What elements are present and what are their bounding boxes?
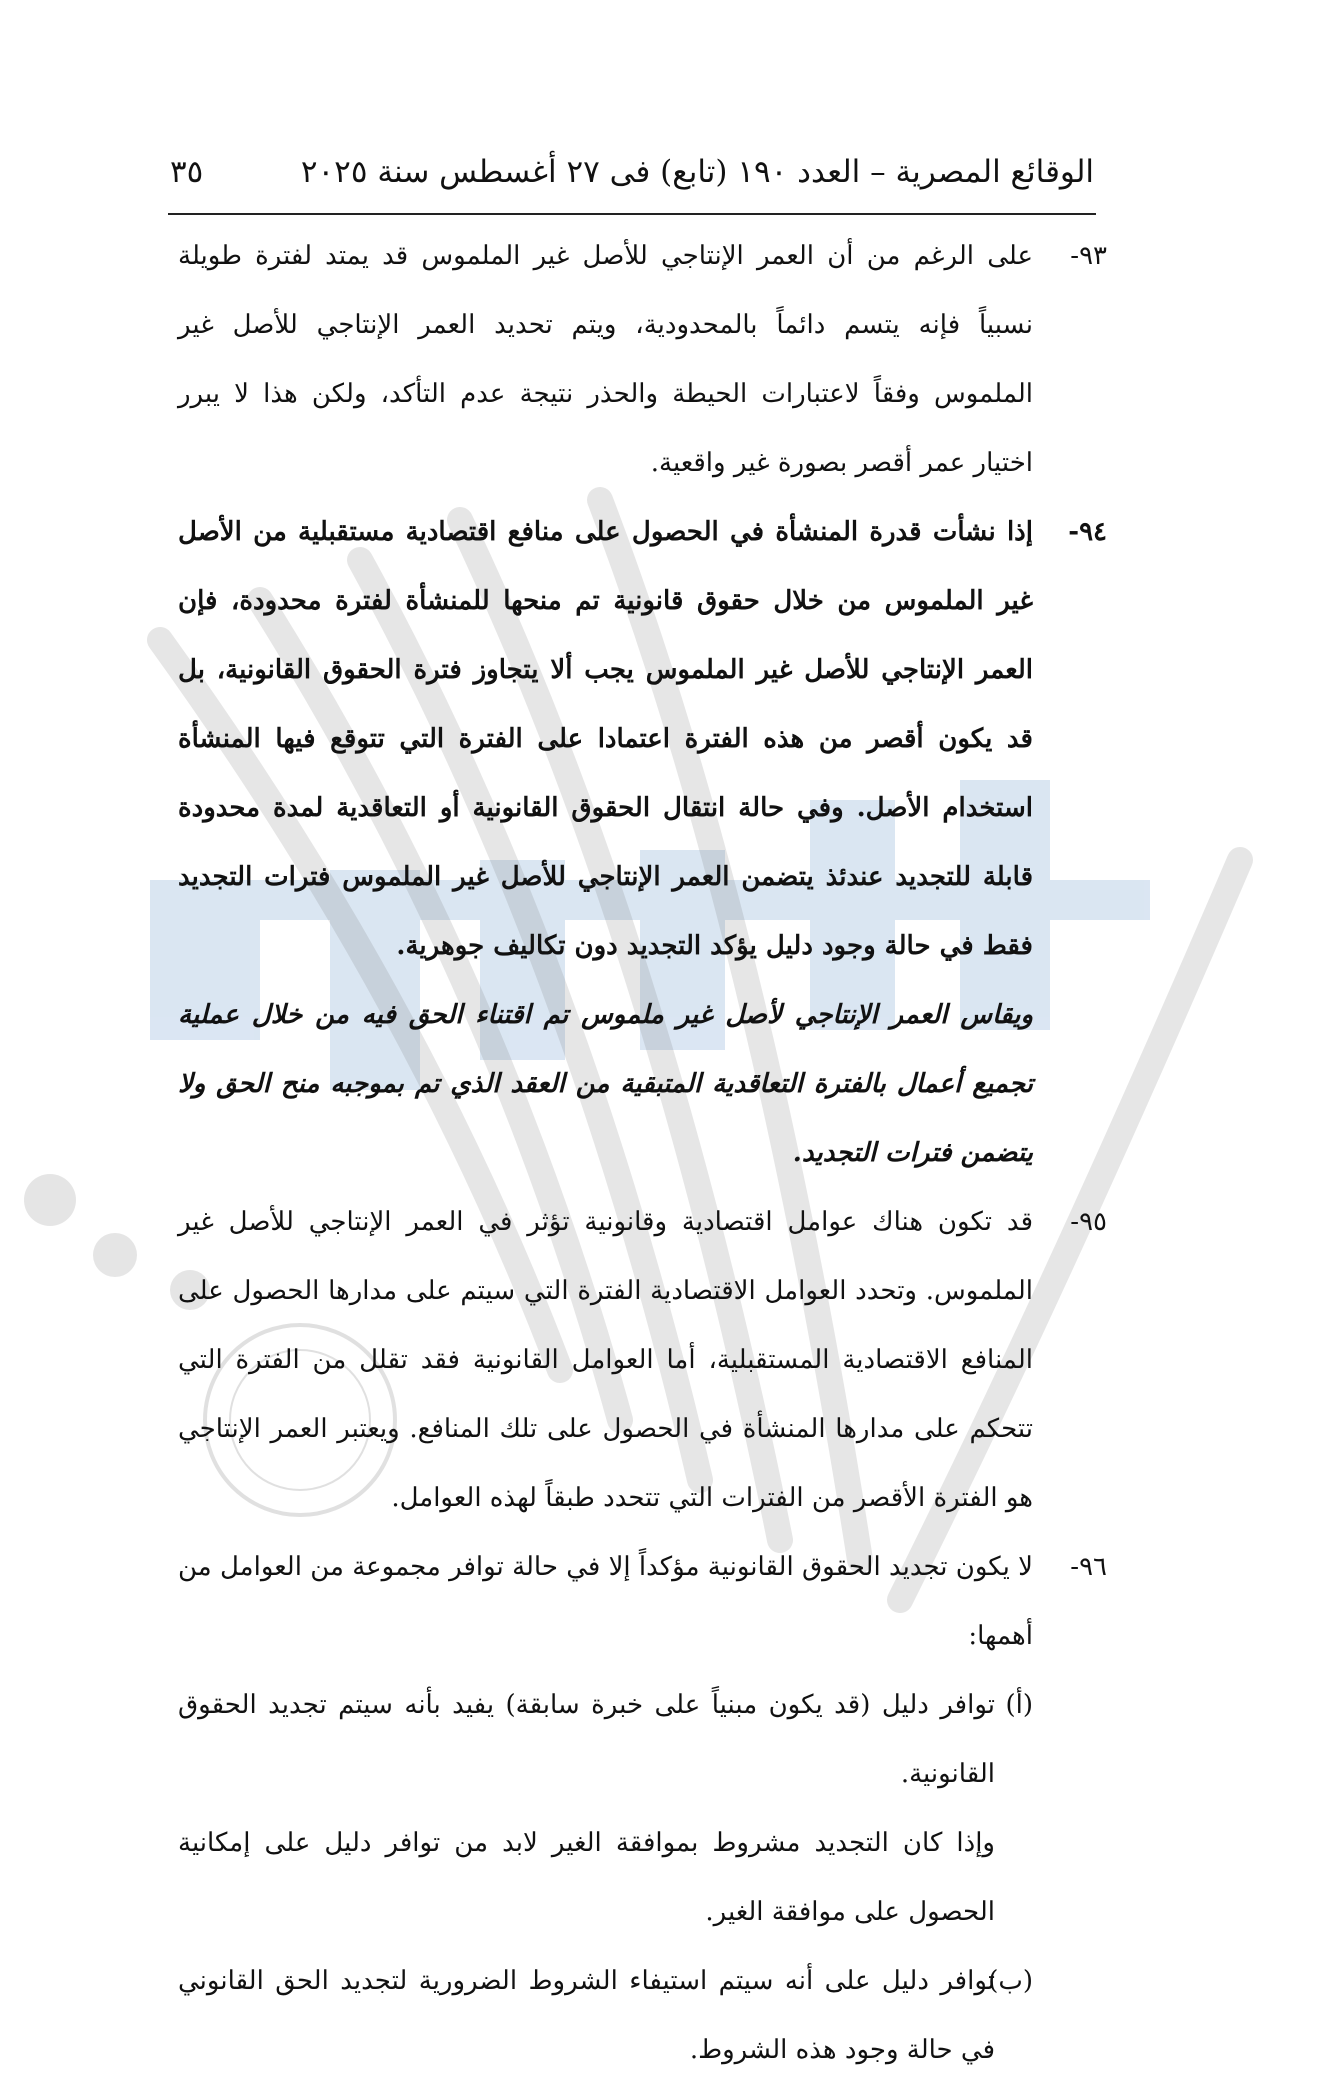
paragraph-94 [178, 498, 1107, 981]
paragraph-95 [178, 1188, 1107, 1533]
watermark-dot-2 [93, 1233, 137, 1277]
sub-item-text: توافر دليل (قد يكون مبنياً على خبرة سابقة) يفيد بأنه سيتم تجديد الحقوق القانونية. [178, 1690, 995, 1789]
sub-item-text: توافر دليل على أنه سيتم استيفاء الشروط الضرورية لتجديد الحق القانوني في حالة وجود هذه الشروط. [178, 1966, 995, 2065]
paragraph-number: ٩٤- [1068, 517, 1107, 547]
paragraph-number: ٩٥- [1070, 1207, 1107, 1237]
page-number: ٣٥ [170, 154, 204, 190]
header-title: الوقائع المصرية – العدد ١٩٠ (تابع) فى ٢٧ أغسطس سنة ٢٠٢٥ [300, 154, 1094, 190]
sub-item-a [178, 1671, 1107, 1809]
document-body [178, 222, 1107, 2085]
paragraph-text: على الرغم من أن العمر الإنتاجي للأصل غير الملموس قد يمتد لفترة طويلة نسبياً فإنه يتسم دائماً بالمحدودية، ويتم تحديد العمر الإنتاجي للأصل غير الملموس وفقاً لاعتبارات الحيطة والحذر نتيجة عدم التأكد، ولكن هذا لا يبرر اختيار عمر أقصر بصورة غير واقعية. [178, 241, 1034, 478]
sub-item-b [178, 1947, 1107, 2085]
paragraph-number: ٩٦- [1070, 1552, 1107, 1582]
paragraph-93 [178, 222, 1107, 498]
paragraph-number: ٩٣- [1070, 241, 1107, 271]
paragraph-text: قد تكون هناك عوامل اقتصادية وقانونية تؤثر في العمر الإنتاجي للأصل غير الملموس. وتحدد العوامل الاقتصادية الفترة التي سيتم على مدارها الحصول على المنافع الاقتصادية المستقبلية، أما العوامل القانونية فقد تقلل من الفترة التي تتحكم على مدارها المنشأة في الحصول على تلك المنافع. ويعتبر العمر الإنتاجي هو الفترة الأقصر من الفترات التي تتحدد طبقاً لهذه العوامل. [178, 1207, 1033, 1513]
header-rule [168, 213, 1096, 215]
paragraph-96 [178, 1533, 1107, 1671]
page-header [170, 148, 1094, 196]
sub-item-a-continued: وإذا كان التجديد مشروط بموافقة الغير لابد من توافر دليل على إمكانية الحصول على موافقة الغير. [178, 1828, 995, 1927]
paragraph-text: إذا نشأت قدرة المنشأة في الحصول على منافع اقتصادية مستقبلية من الأصل غير الملموس من خلال حقوق قانونية تم منحها للمنشأة لفترة محدودة، فإن العمر الإنتاجي للأصل غير الملموس يجب ألا يتجاوز فترة الحقوق القانونية، بل قد يكون أقصر من هذه الفترة اعتمادا على الفترة التي تتوقع فيها المنشأة استخدام الأصل. وفي حالة انتقال الحقوق القانونية أو التعاقدية لمدة محدودة قابلة للتجديد عندئذ يتضمن العمر الإنتاجي للأصل غير الملموس فترات التجديد فقط في حالة وجود دليل يؤكد التجديد دون تكاليف جوهرية. [178, 517, 1034, 961]
sub-item-label: (ب) [988, 1966, 1033, 1996]
paragraph-94-italic: ويقاس العمر الإنتاجي لأصل غير ملموس تم اقتناء الحق فيه من خلال عملية تجميع أعمال بالفترة التعاقدية المتبقية من العقد الذي تم بموجبه منح الحق ولا يتضمن فترات التجديد. [178, 1000, 1033, 1168]
watermark-dot-1 [24, 1174, 76, 1226]
paragraph-text: لا يكون تجديد الحقوق القانونية مؤكداً إلا في حالة توافر مجموعة من العوامل من أهمها: [178, 1552, 1033, 1651]
sub-item-label: (أ) [1005, 1690, 1033, 1720]
